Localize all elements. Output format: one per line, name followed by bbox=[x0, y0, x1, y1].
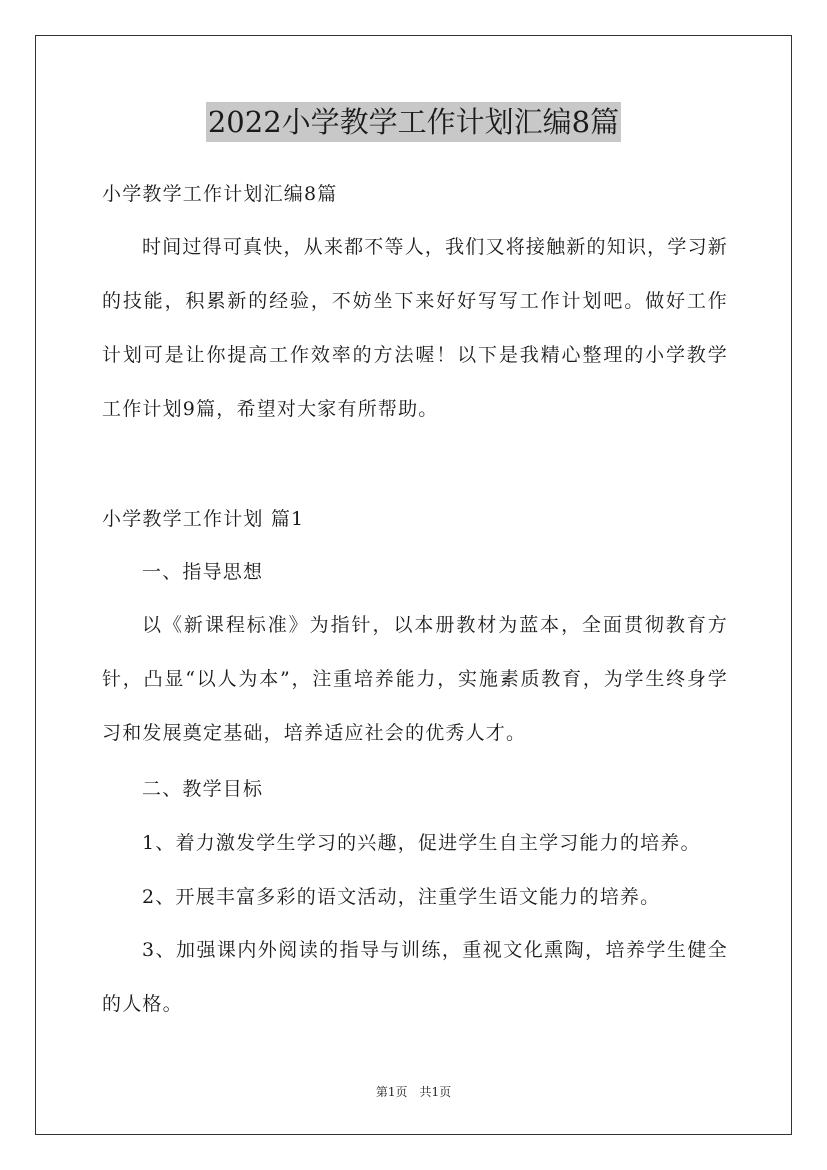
part-heading-guiding-ideology: 一、指导思想 bbox=[142, 561, 264, 583]
intro-paragraph: 时间过得可真快，从来都不等人，我们又将接触新的知识，学习新的技能，积累新的经验，不妨坐下来好好写写工作计划吧。做好工作计划可是让你提高工作效率的方法喔！以下是我精心整理的小学教学工作计划9篇，希望对大家有所帮助。 bbox=[102, 236, 728, 420]
document-title-text: 2022小学教学工作计划汇编8篇 bbox=[206, 102, 621, 142]
goal-item: 1、着力激发学生学习的兴趣，促进学生自主学习能力的培养。 bbox=[142, 832, 701, 854]
section-heading: 小学教学工作计划 篇1 bbox=[102, 508, 305, 530]
guiding-ideology-paragraph: 以《新课程标准》为指针，以本册教材为蓝本，全面贯彻教育方针，凸显“以人为本”，注重培养能力，实施素质教育，为学生终身学习和发展奠定基础，培养适应社会的优秀人才。 bbox=[102, 614, 728, 744]
page-number: 第1页 共1页 bbox=[375, 1085, 452, 1099]
document-subtitle: 小学教学工作计划汇编8篇 bbox=[102, 183, 338, 205]
part-heading-teaching-goals: 二、教学目标 bbox=[142, 778, 264, 800]
document-title bbox=[0, 102, 827, 142]
goal-item: 3、加强课内外阅读的指导与训练，重视文化熏陶，培养学生健全的人格。 bbox=[102, 939, 728, 1015]
goal-item: 2、开展丰富多彩的语文活动，注重学生语文能力的培养。 bbox=[142, 886, 661, 908]
